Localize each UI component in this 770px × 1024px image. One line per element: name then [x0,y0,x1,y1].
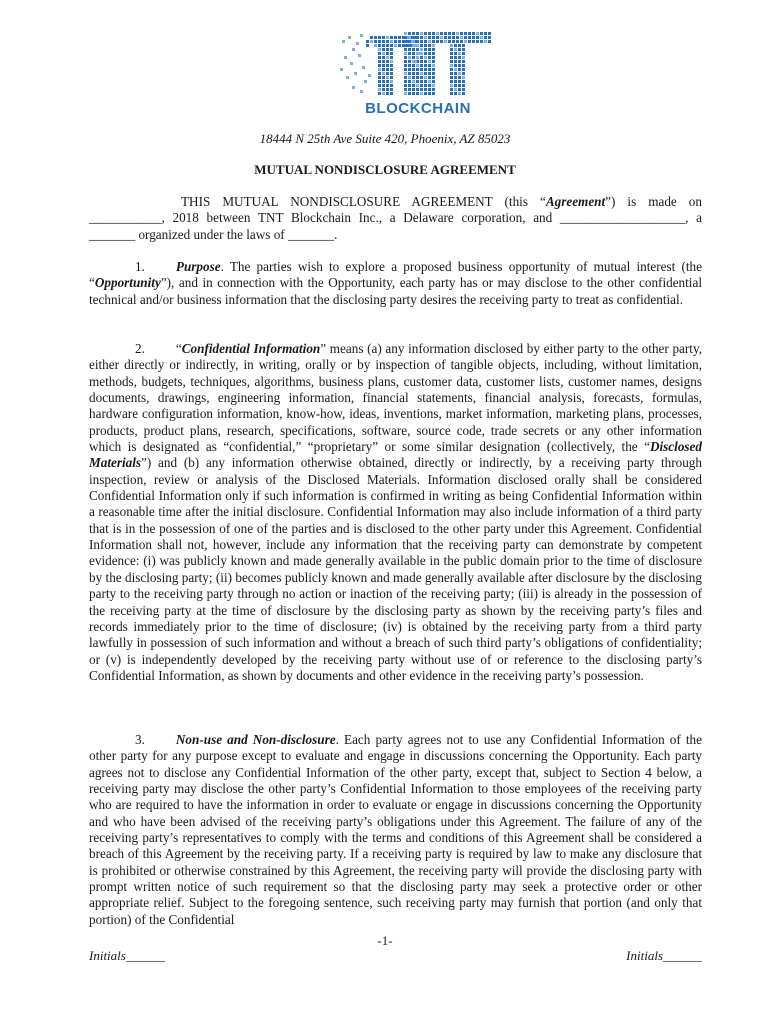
tnt-pixel-logo-icon [338,28,498,100]
section-2-number: 2. [135,341,145,356]
section-3-paragraph [89,732,702,928]
section-2-text1: ” means (a) any information disclosed by either party to the other party, either directly or indirectly, in writing, orally or by inspection of tangible objects, including, without limitation, methods, budgets, techniques, algorithms, business plans, customer data, customer lists, customer names, designs documents, drawings, engineering information, financial statements, financial analysis, forecasts, formulas, hardware configuration information, know-how, ideas, inventions, market information, marketing plans, processes, products, product plans, research, specifications, software, source code, trade secrets or any other information which is designated as “confidential,” “proprietary” or some similar designation (collectively, the “ [89,341,702,455]
section-1-text1: . The parties wish to explore a proposed business opportunity of mutual interest (the “ [89,259,702,291]
logo-wordmark: BLOCKCHAIN [365,100,471,117]
section-1-heading: Purpose [175,259,221,274]
intro-paragraph [89,194,702,243]
section-3-text1: . Each party agrees not to use any Confidential Information of the other party for any purpose except to evaluate and engage in discussions concerning the Opportunity. Each party agrees not to disclose any Confidential Information of the other party, except that, subject to Section 4 below, a receiving party may disclose the other party’s Confidential Information to those employees of the receiving party who are required to have the information in order to evaluate or engage in discussions concerning the Opportunity and who have been advised of the receiving party’s obligations under this Agreement. The failure of any of the receiving party’s representatives to comply with the terms and conditions of this Agreement shall be considered a breach of this Agreement by the receiving party. If a receiving party is required by law to make any disclosure that is prohibited or otherwise constrained by this Agreement, the receiving party will provide the disclosing party with prompt written notice of such requirement so that the disclosing party may seek a protective order or other appropriate relief. Subject to the foregoing sentence, such receiving party may furnish that portion (and only that portion) of the Confidential [89,732,703,927]
section-1-text2: ”), and in connection with the Opportunity, each party has or may disclose to the other confidential technical and/or business information that the disclosing party desires the receiving party to treat as confidential. [89,275,702,307]
section-1-paragraph [89,259,702,308]
intro-text-part2: ”) is made on ___________, 2018 between TNT Blockchain Inc., a Delaware corporation, and ___________________, a _______ organized under the laws of _______. [89,194,702,242]
document-title: MUTUAL NONDISCLOSURE AGREEMENT [254,162,516,177]
section-2-heading: Confidential Information [181,341,321,356]
company-logo [338,28,498,120]
initials-left-field: Initials______ [89,948,165,963]
section-2-text2: ”) and (b) any information otherwise obtained, directly or indirectly, by a receiving party through inspection, review or analysis of the Disclosed Materials. Information disclosed orally shall be considered Confidential Information only if such information is confirmed in writing as being Confidential Information within a reasonable time after the initial disclosure. Confidential Information may also include information of a third party that is in the possession of one of the parties and is disclosed to the other party under this Agreement. Confidential Information shall not, however, include any information that the receiving party can demonstrate by competent evidence: (i) was publicly known and made generally available in the public domain prior to the time of disclosure by the disclosing party; (ii) becomes publicly known and made generally available after disclosure by the disclosing party to the receiving party through no action or inaction of the receiving party; (iii) is already in the possession of the receiving party at the time of disclosure by the disclosing party as shown by the receiving party’s files and records immediately prior to the time of disclosure; (iv) is obtained by the receiving party from a third party lawfully in possession of such information and without a breach of such third party’s obligations of confidentiality; or (v) is independently developed by the receiving party without use of or reference to the disclosing party’s Confidential Information, as shown by documents and other evidence in the receiving party’s possession. [89,455,702,683]
section-2-paragraph [89,341,702,684]
page-number: -1- [377,933,393,948]
section-2-defined-term: Disclosed Materials [89,439,702,471]
intro-text-part1: THIS MUTUAL NONDISCLOSURE AGREEMENT (this “ [181,194,546,209]
section-3-heading: Non-use and Non-disclosure [175,732,336,747]
intro-defined-term: Agreement [545,194,606,209]
section-3-number: 3. [135,732,145,747]
section-2-open-quote: “ [175,341,182,356]
section-1-defined-term: Opportunity [94,275,161,291]
company-address: 18444 N 25th Ave Suite 420, Phoenix, AZ 85023 [259,131,511,146]
section-1-number: 1. [135,259,145,274]
initials-right-field: Initials______ [626,948,702,963]
